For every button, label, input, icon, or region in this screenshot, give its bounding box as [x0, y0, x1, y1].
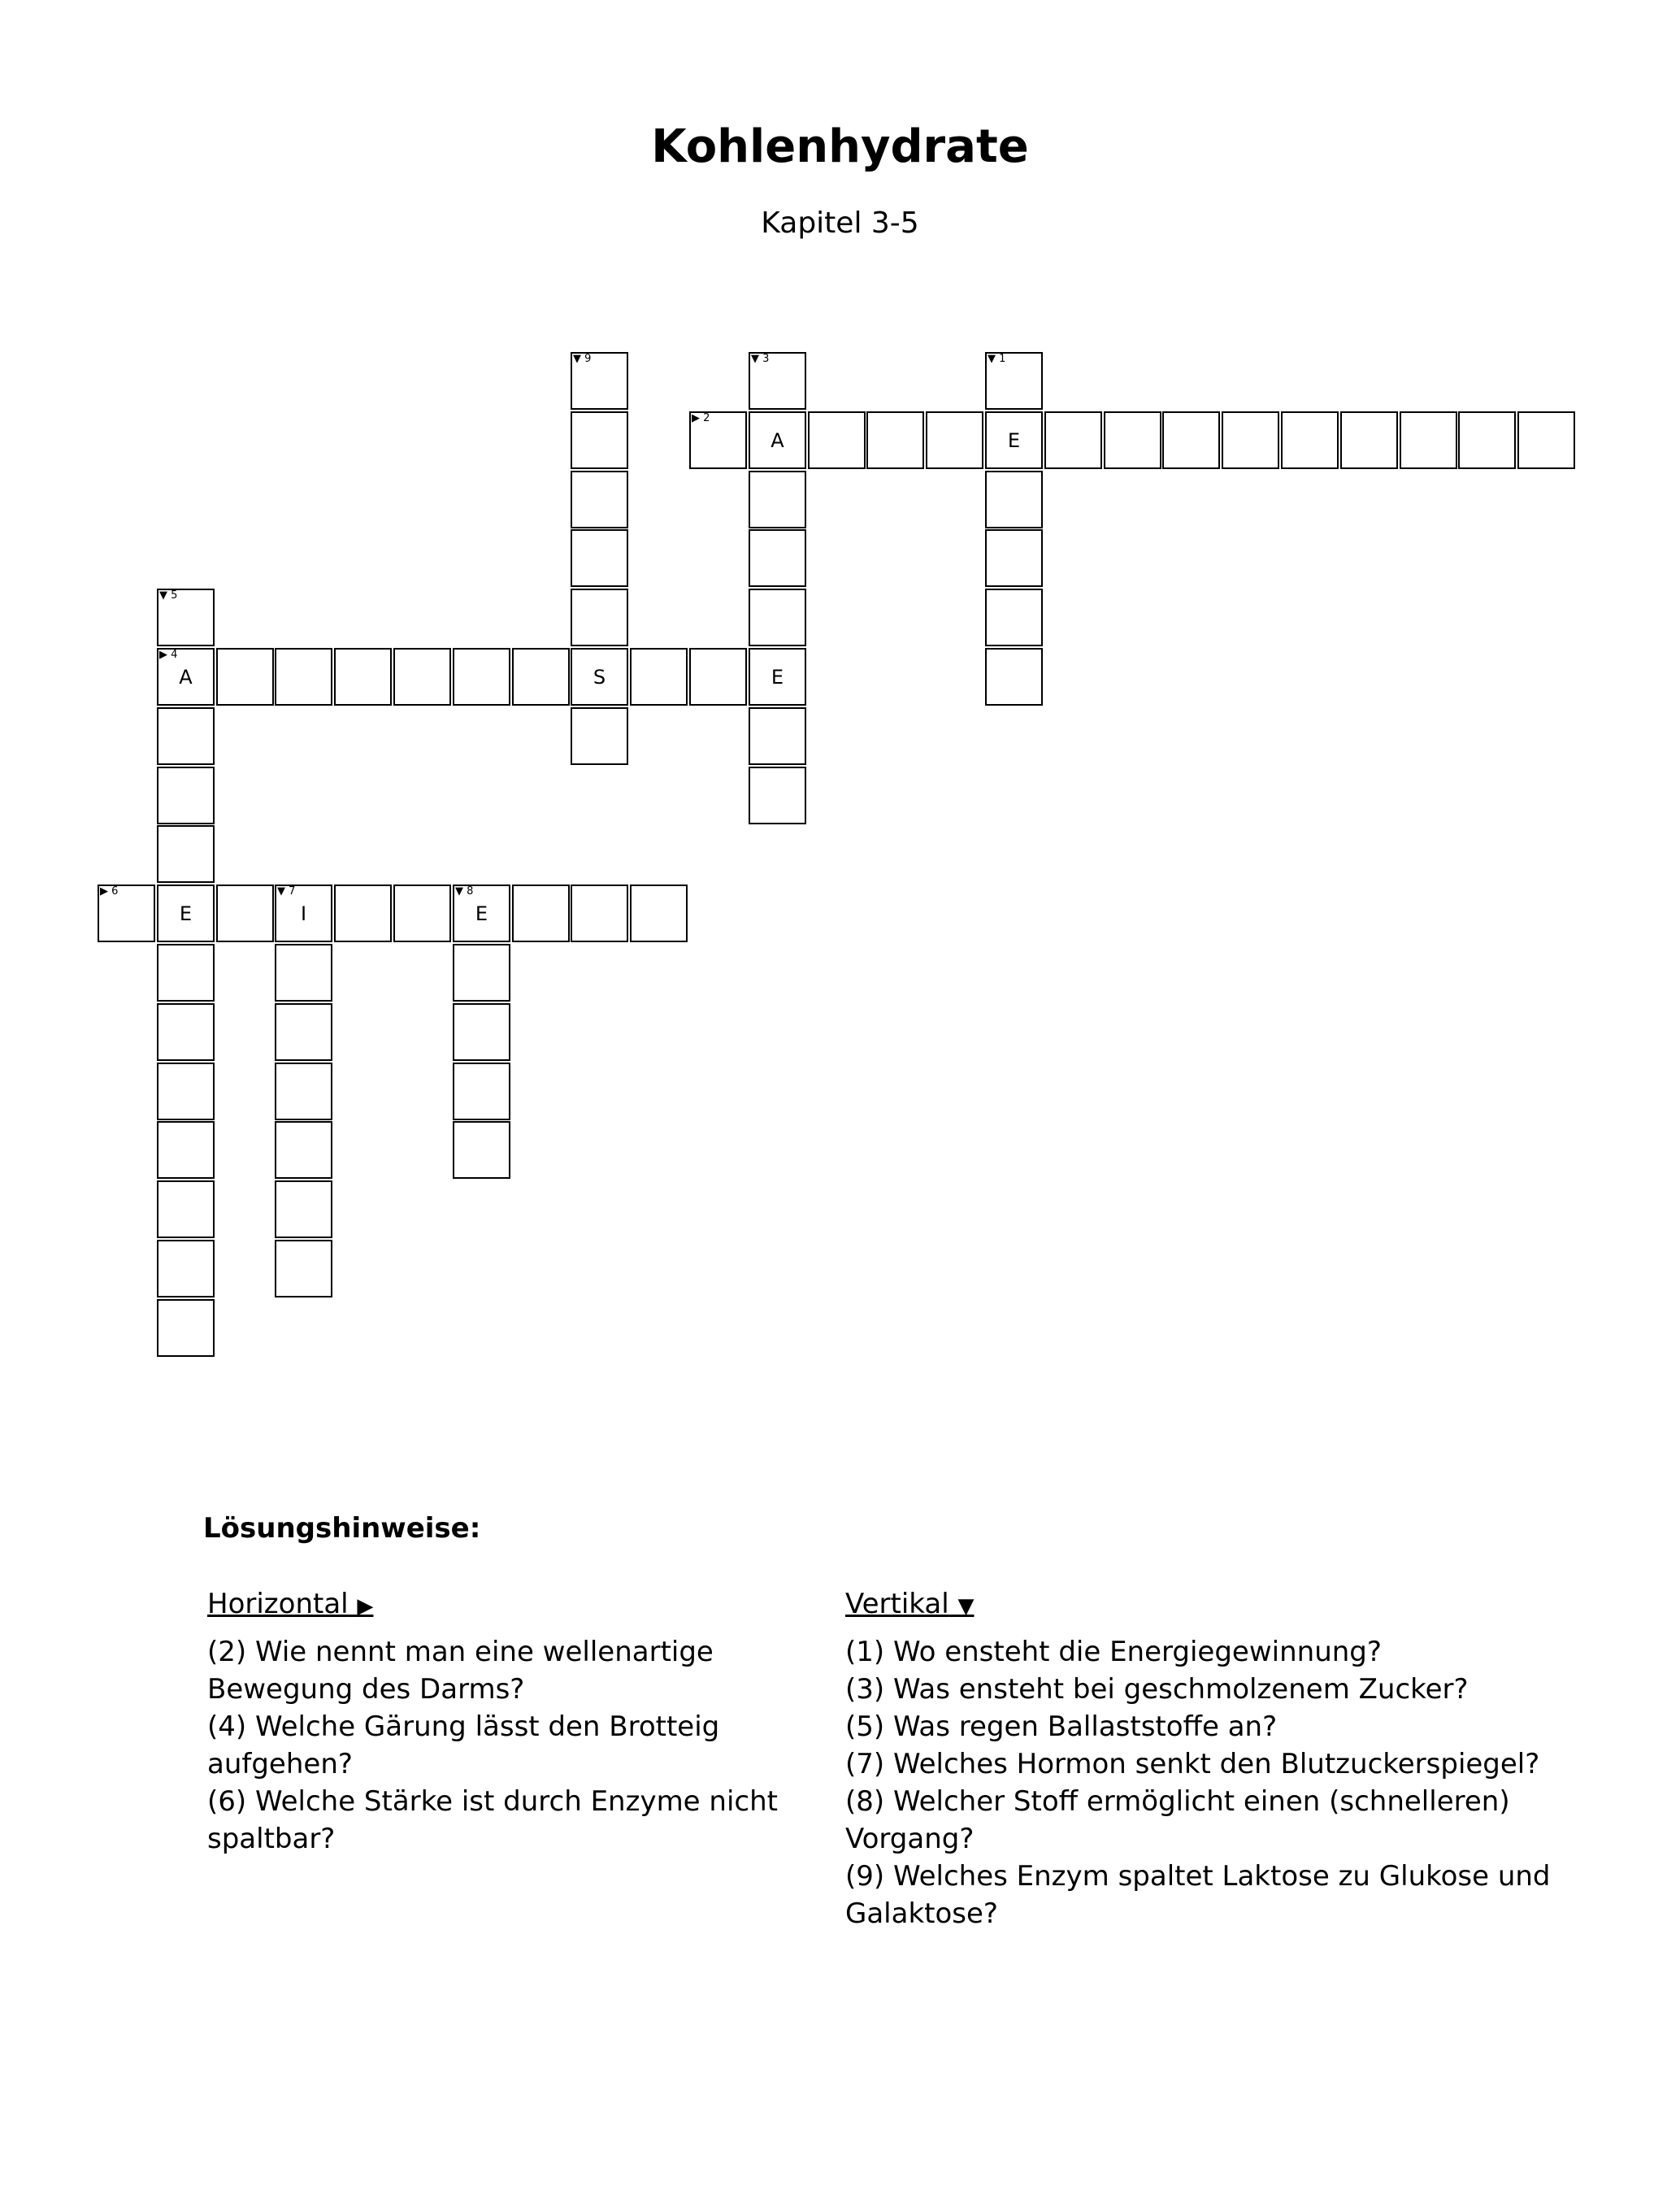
right-arrow-icon: ▶	[357, 1594, 374, 1619]
crossword-cell[interactable]	[157, 1180, 215, 1238]
crossword-cell[interactable]	[453, 944, 510, 1002]
crossword-cell[interactable]	[334, 885, 392, 942]
crossword-cell[interactable]	[571, 648, 628, 706]
clue-number: ▼ 1	[988, 353, 1006, 365]
clue-across-4: (4) Welche Gärung lässt den Brotteig aufgehen?	[207, 1710, 720, 1780]
crossword-cell[interactable]	[216, 648, 274, 706]
vertical-clues	[845, 1585, 1577, 1932]
crossword-cell[interactable]	[157, 885, 215, 942]
cell-letter: E	[475, 902, 488, 925]
crossword-cell[interactable]	[157, 1240, 215, 1297]
crossword-cell[interactable]	[334, 648, 392, 706]
crossword-cell[interactable]	[275, 1003, 332, 1061]
crossword-cell[interactable]	[749, 767, 806, 824]
cell-letter: E	[179, 902, 193, 925]
crossword-cell[interactable]	[157, 767, 215, 824]
crossword-cell[interactable]	[1517, 411, 1575, 469]
crossword-cell[interactable]	[1162, 411, 1220, 469]
crossword-cell[interactable]	[571, 411, 628, 469]
clue-down-5: (5) Was regen Ballaststoffe an?	[845, 1710, 1278, 1743]
crossword-cell[interactable]	[808, 411, 866, 469]
crossword-cell[interactable]	[985, 529, 1043, 587]
crossword-cell[interactable]	[749, 471, 806, 528]
hints-heading: Lösungshinweise:	[203, 1512, 481, 1545]
crossword-cell[interactable]	[866, 411, 924, 469]
crossword-cell[interactable]	[1458, 411, 1516, 469]
clue-number: ▶ 2	[692, 412, 710, 424]
vertical-label: Vertikal	[845, 1588, 949, 1620]
crossword-cell[interactable]	[275, 944, 332, 1002]
clue-number: ▼ 8	[455, 885, 474, 898]
clue-down-8: (8) Welcher Stoff ermöglicht einen (schnelleren) Vorgang?	[845, 1785, 1510, 1855]
crossword-cell[interactable]	[453, 648, 510, 706]
crossword-cell[interactable]	[571, 529, 628, 587]
crossword-cell[interactable]	[157, 825, 215, 883]
crossword-cell[interactable]	[512, 648, 570, 706]
crossword-cell[interactable]	[985, 471, 1043, 528]
crossword-cell[interactable]	[1281, 411, 1339, 469]
crossword-cell[interactable]	[571, 885, 628, 942]
crossword-cell[interactable]	[157, 707, 215, 765]
clue-number: ▼ 7	[277, 885, 296, 898]
crossword-cell[interactable]	[1222, 411, 1279, 469]
cell-letter: I	[300, 902, 307, 925]
vertical-heading	[845, 1585, 1577, 1625]
crossword-cell[interactable]	[749, 648, 806, 706]
crossword-cell[interactable]	[393, 648, 451, 706]
clue-across-2: (2) Wie nennt man eine wellenartige Bewegung des Darms?	[207, 1636, 714, 1706]
crossword-cell[interactable]	[157, 1299, 215, 1357]
crossword-cell[interactable]	[749, 529, 806, 587]
crossword-cell[interactable]	[453, 1003, 510, 1061]
crossword-cell[interactable]	[749, 411, 806, 469]
crossword-cell[interactable]	[749, 589, 806, 646]
page-subtitle: Kapitel 3-5	[761, 206, 919, 240]
page-title: Kohlenhydrate	[651, 120, 1029, 173]
crossword-cell[interactable]	[985, 648, 1043, 706]
crossword-cell[interactable]	[1044, 411, 1102, 469]
cell-letter: A	[179, 666, 193, 689]
crossword-cell[interactable]	[571, 589, 628, 646]
crossword-cell[interactable]	[157, 944, 215, 1002]
crossword-cell[interactable]	[1400, 411, 1457, 469]
cell-letter: A	[771, 429, 784, 452]
crossword-cell[interactable]	[630, 885, 688, 942]
crossword-cell[interactable]	[98, 885, 155, 942]
clue-number: ▶ 4	[159, 649, 178, 661]
crossword-cell[interactable]	[985, 411, 1043, 469]
crossword-cell[interactable]	[275, 1180, 332, 1238]
crossword-cell[interactable]	[1104, 411, 1161, 469]
crossword-cell[interactable]	[157, 1063, 215, 1120]
crossword-cell[interactable]	[275, 885, 332, 942]
crossword-cell[interactable]	[275, 648, 332, 706]
crossword-cell[interactable]	[512, 885, 570, 942]
crossword-cell[interactable]	[985, 352, 1043, 410]
horizontal-label: Horizontal	[207, 1588, 349, 1620]
crossword-cell[interactable]	[157, 648, 215, 706]
cell-letter: E	[1007, 429, 1021, 452]
horizontal-heading	[207, 1585, 809, 1625]
cell-letter: S	[593, 666, 606, 689]
crossword-cell[interactable]	[749, 352, 806, 410]
cell-letter: E	[771, 666, 784, 689]
crossword-cell[interactable]	[157, 589, 215, 646]
crossword-cell[interactable]	[453, 1063, 510, 1120]
crossword-cell[interactable]	[157, 1121, 215, 1179]
clue-across-6: (6) Welche Stärke ist durch Enzyme nicht spaltbar?	[207, 1785, 778, 1855]
horizontal-clues	[207, 1585, 809, 1858]
crossword-cell[interactable]	[571, 352, 628, 410]
crossword-cell[interactable]	[689, 648, 747, 706]
crossword-cell[interactable]	[453, 885, 510, 942]
crossword-cell[interactable]	[926, 411, 983, 469]
clue-number: ▼ 3	[751, 353, 770, 365]
crossword-cell[interactable]	[571, 707, 628, 765]
clue-down-3: (3) Was ensteht bei geschmolzenem Zucker?	[845, 1673, 1469, 1706]
clue-down-1: (1) Wo ensteht die Energiegewinnung?	[845, 1636, 1382, 1668]
clue-number: ▶ 6	[100, 885, 119, 898]
crossword-cell[interactable]	[453, 1121, 510, 1179]
down-arrow-icon: ▼	[957, 1594, 975, 1619]
crossword-cell[interactable]	[571, 471, 628, 528]
crossword-cell[interactable]	[216, 885, 274, 942]
crossword-cell[interactable]	[157, 1003, 215, 1061]
clue-down-7: (7) Welches Hormon senkt den Blutzuckerspiegel?	[845, 1748, 1540, 1780]
crossword-cell[interactable]	[630, 648, 688, 706]
crossword-cell[interactable]	[275, 1240, 332, 1297]
crossword-cell[interactable]	[1340, 411, 1398, 469]
crossword-cell[interactable]	[275, 1121, 332, 1179]
crossword-cell[interactable]	[985, 589, 1043, 646]
crossword-cell[interactable]	[275, 1063, 332, 1120]
crossword-cell[interactable]	[689, 411, 747, 469]
crossword-cell[interactable]	[393, 885, 451, 942]
clue-number: ▼ 5	[159, 589, 178, 602]
clue-down-9: (9) Welches Enzym spaltet Laktose zu Glukose und Galaktose?	[845, 1860, 1551, 1930]
crossword-cell[interactable]	[749, 707, 806, 765]
clue-number: ▼ 9	[573, 353, 592, 365]
